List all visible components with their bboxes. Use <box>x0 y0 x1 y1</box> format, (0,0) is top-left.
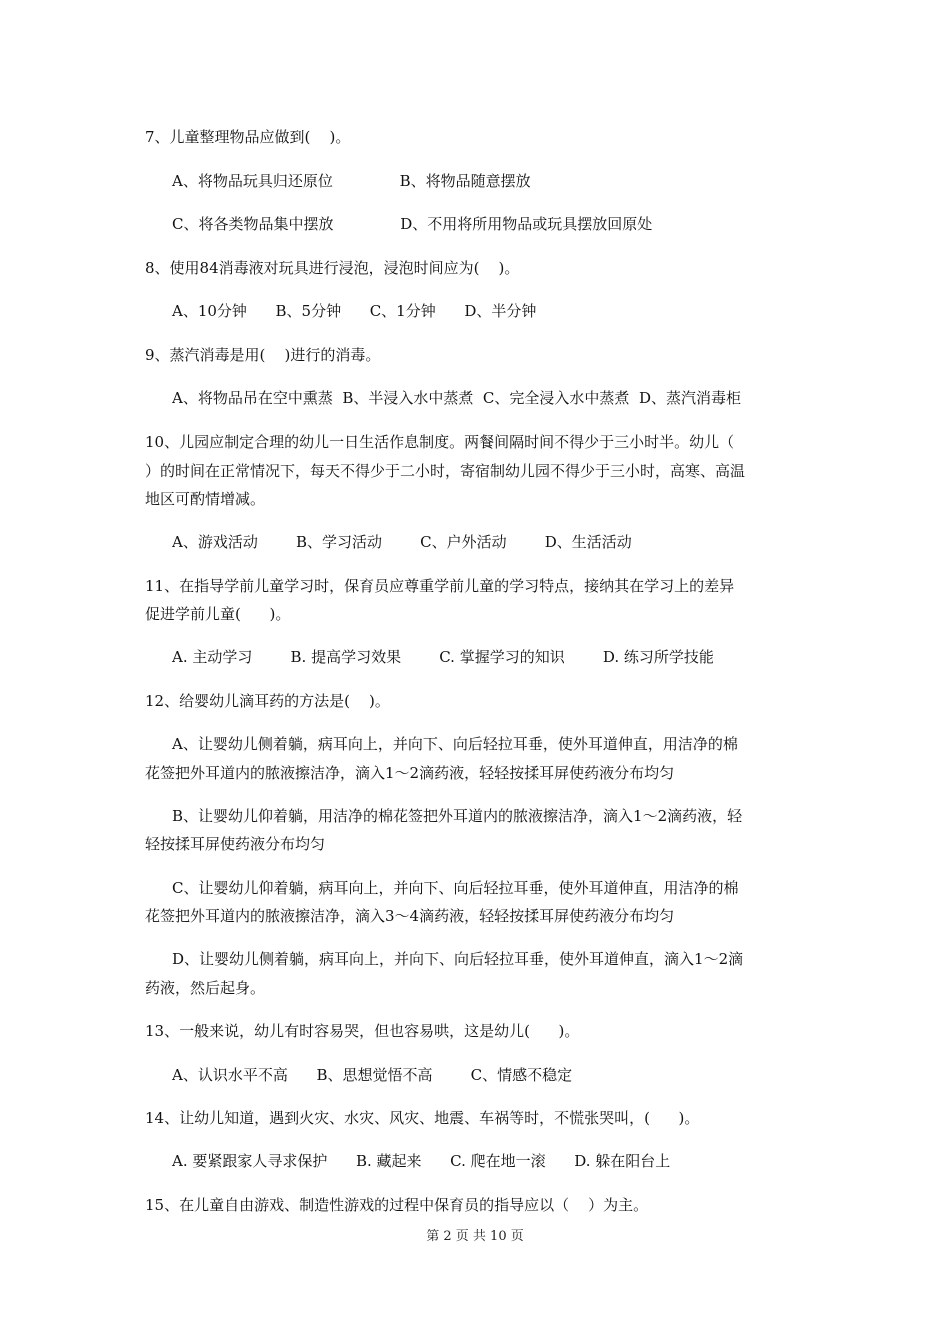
q7-options-row2: C、将各类物品集中摆放 D、不用将所用物品或玩具摆放回原处 <box>172 215 653 233</box>
q10-options-row1: A、游戏活动 B、学习活动 C、户外活动 D、生活活动 <box>172 533 632 551</box>
q12-option-d-line1: D、让婴幼儿侧着躺，病耳向上，并向下、向后轻拉耳垂，使外耳道伸直，滴入1～2滴 <box>172 950 744 968</box>
q10-stem-line1: 10、儿园应制定合理的幼儿一日生活作息制度。两餐间隔时间不得少于三小时半。幼儿（ <box>145 433 735 451</box>
q12-option-c-line1: C、让婴幼儿仰着躺，病耳向上，并向下、向后轻拉耳垂，使外耳道伸直，用洁净的棉 <box>172 879 739 897</box>
q12-option-a-line2: 花签把外耳道内的脓液擦洁净，滴入1～2滴药液，轻轻按揉耳屏使药液分布均匀 <box>145 764 675 782</box>
page-footer: 第 2 页 共 10 页 <box>426 1229 524 1244</box>
q9-stem: 9、蒸汽消毒是用( )进行的消毒。 <box>145 346 381 364</box>
q11-stem-line2: 促进学前儿童( )。 <box>145 605 291 623</box>
q13-stem: 13、一般来说，幼儿有时容易哭，但也容易哄，这是幼儿( )。 <box>145 1022 580 1040</box>
q12-option-d-line2: 药液，然后起身。 <box>145 979 266 997</box>
q8-options-row1: A、10分钟 B、5分钟 C、1分钟 D、半分钟 <box>172 302 537 320</box>
q9-options-row1: A、将物品吊在空中熏蒸 B、半浸入水中蒸煮 C、完全浸入水中蒸煮 D、蒸汽消毒柜 <box>172 389 741 407</box>
q12-option-b-line2: 轻按揉耳屏使药液分布均匀 <box>145 835 326 853</box>
q8-stem: 8、使用84消毒液对玩具进行浸泡，浸泡时间应为( )。 <box>145 259 520 277</box>
q13-options-row1: A、认识水平不高 B、思想觉悟不高 C、情感不稳定 <box>172 1066 573 1084</box>
q12-option-a-line1: A、让婴幼儿侧着躺，病耳向上，并向下、向后轻拉耳垂，使外耳道伸直，用洁净的棉 <box>172 735 738 753</box>
q11-options-row1: A. 主动学习 B. 提高学习效果 C. 掌握学习的知识 D. 练习所学技能 <box>172 648 714 666</box>
q15-stem: 15、在儿童自由游戏、制造性游戏的过程中保育员的指导应以（ ）为主。 <box>145 1196 649 1214</box>
q12-stem: 12、给婴幼儿滴耳药的方法是( )。 <box>145 692 390 710</box>
q11-stem-line1: 11、在指导学前儿童学习时，保育员应尊重学前儿童的学习特点，接纳其在学习上的差异 <box>145 577 735 595</box>
q14-stem: 14、让幼儿知道，遇到火灾、水灾、风灾、地震、车祸等时，不慌张哭叫，( )。 <box>145 1109 700 1127</box>
q14-options-row1: A. 要紧跟家人寻求保护 B. 藏起来 C. 爬在地一滚 D. 躲在阳台上 <box>172 1152 671 1170</box>
q12-option-b-line1: B、让婴幼儿仰着躺，用洁净的棉花签把外耳道内的脓液擦洁净，滴入1～2滴药液，轻 <box>172 807 743 825</box>
q10-stem-line3: 地区可酌情增减。 <box>145 490 266 508</box>
q10-stem-line2: ）的时间在正常情况下，每天不得少于二小时，寄宿制幼儿园不得少于三小时，高寒、高温 <box>145 462 746 480</box>
q7-options-row1: A、将物品玩具归还原位 B、将物品随意摆放 <box>172 172 531 190</box>
q7-stem: 7、儿童整理物品应做到( )。 <box>145 128 351 146</box>
q12-option-c-line2: 花签把外耳道内的脓液擦洁净，滴入3～4滴药液，轻轻按揉耳屏使药液分布均匀 <box>145 907 675 925</box>
